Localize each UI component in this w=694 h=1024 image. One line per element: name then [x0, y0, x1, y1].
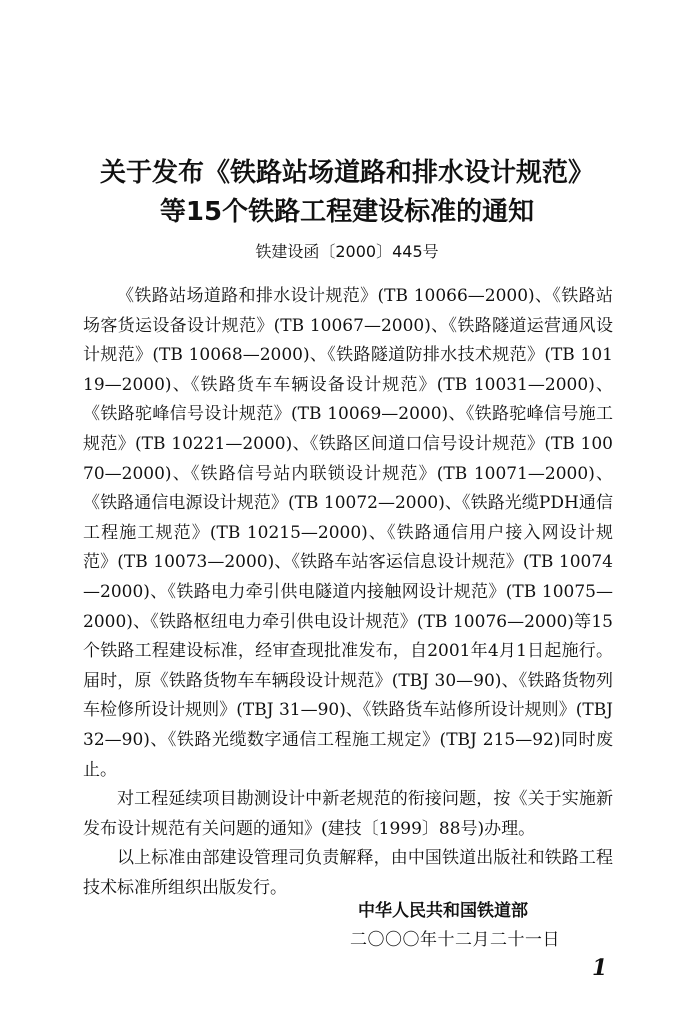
- paragraph-3: 以上标准由部建设管理司负责解释，由中国铁道出版社和铁路工程技术标准所组织出版发行。: [83, 848, 613, 898]
- signature-organization: 中华人民共和国铁道部: [358, 901, 528, 921]
- paragraph-1: 《铁路站场道路和排水设计规范》(TB 10066—2000)、《铁路站场客货运设备设计规范》(TB 10067—2000)、《铁路隧道运营通风设计规范》(TB 10068—2000)、《铁路隧道防排水技术规范》(TB 10119—2000)、《铁路货车车辆设备设计规范》(TB 10031—2000)、《铁路驼峰信号设计规范》(TB 10069—2000)、《铁路驼峰信号施工规范》(TB 10221—2000)、《铁路区间道口信号设计规范》(TB 10070—2000)、《铁路信号站内联锁设计规范》(TB 10071—2000)、《铁路通信电源设计规范》(TB 10072—2000)、《铁路光缆PDH通信工程施工规范》(TB 10215—2000)、《铁路通信用户接入网设计规范》(TB 10073—2000)、《铁路车站客运信息设计规范》(TB 10074—2000)、《铁路电力牵引供电隧道内接触网设计规范》(TB 10075—2000)、《铁路枢纽电力牵引供电设计规范》(TB 10076—2000)等15个铁路工程建设标准，经审查现批准发布，自2001年4月1日起施行。届时，原《铁路货物车车辆段设计规范》(TBJ 30—90)、《铁路货物列车检修所设计规则》(TBJ 31—90)、《铁路货车站修所设计规则》(TBJ 32—90)、《铁路光缆数字通信工程施工规定》(TBJ 215—92)同时废止。: [83, 286, 613, 780]
- title-line-2: 等15个铁路工程建设标准的通知: [159, 197, 535, 227]
- document-number: 铁建设函〔2000〕445号: [255, 242, 439, 261]
- signature-date: 二〇〇〇年十二月二十一日: [350, 930, 560, 950]
- title-line-1: 关于发布《铁路站场道路和排水设计规范》: [99, 158, 594, 188]
- page-number: 1: [592, 955, 608, 981]
- document-body: [83, 282, 613, 903]
- signature-block: [350, 897, 580, 955]
- paragraph-2: 对工程延续项目勘测设计中新老规范的衔接问题，按《关于实施新发布设计规范有关问题的通知》(建技〔1999〕88号)办理。: [83, 789, 613, 839]
